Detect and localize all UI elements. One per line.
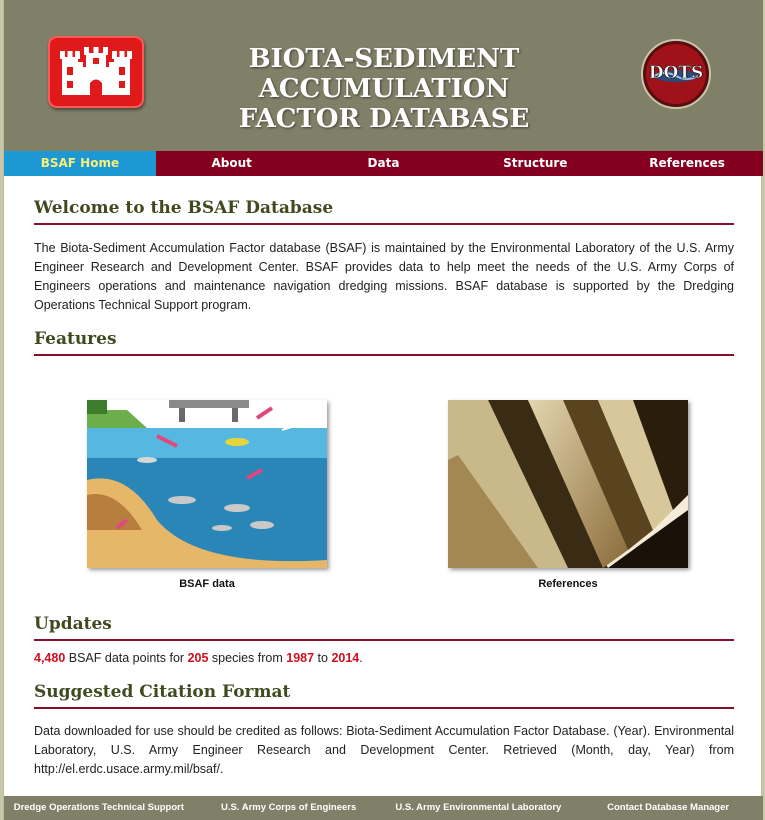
dots-emblem-icon bbox=[640, 38, 712, 110]
year-start: 1987 bbox=[286, 651, 315, 665]
citation-paragraph: Data downloaded for use should be credited as follows: Biota-Sediment Accumulation Factor Database. (Year). Environmental Laboratory, U.S. Army Engineer Research and Development Center. Retrieved (Month, day, Year) from http://el.erdc.usace.army.mil/bsaf/. bbox=[34, 724, 734, 776]
updates-text-1: BSAF data points for bbox=[65, 651, 188, 665]
footer-link-environmental-lab[interactable]: U.S. Army Environmental Laboratory bbox=[395, 802, 562, 813]
citation-heading: Suggested Citation Format bbox=[34, 682, 734, 709]
footer-link-contact-manager[interactable]: Contact Database Manager bbox=[607, 802, 730, 813]
dots-logo-text: DOTS bbox=[648, 63, 704, 83]
feature-bsaf-data-caption[interactable]: BSAF data bbox=[179, 578, 235, 590]
feature-references-caption[interactable]: References bbox=[538, 578, 598, 590]
page-frame bbox=[3, 0, 762, 820]
usace-castle-logo[interactable] bbox=[48, 36, 144, 108]
castle-icon bbox=[56, 43, 136, 101]
site-header bbox=[4, 0, 763, 151]
welcome-heading: Welcome to the BSAF Database bbox=[34, 198, 734, 225]
site-footer bbox=[4, 796, 763, 820]
updates-text-2: species from bbox=[208, 651, 287, 665]
welcome-paragraph: The Biota-Sediment Accumulation Factor database (BSAF) is maintained by the Environmental Laboratory of the U.S. Army Engineer Research and Development Center. BSAF provides data to help meet the needs of the U.S. Army Corps of Engineers operations and maintenance navigation dredging missions. BSAF database is supported by the Dredging Operations Technical Support program. bbox=[34, 241, 734, 312]
main-nav bbox=[4, 151, 763, 176]
features-heading: Features bbox=[34, 329, 734, 356]
dots-logo[interactable] bbox=[640, 38, 712, 110]
site-title bbox=[154, 44, 614, 134]
year-end: 2014 bbox=[331, 651, 360, 665]
nav-item-structure[interactable]: Structure bbox=[503, 156, 568, 170]
feature-bsaf-data[interactable] bbox=[87, 400, 327, 590]
footer-link-dots[interactable]: Dredge Operations Technical Support bbox=[13, 802, 185, 813]
updates-heading: Updates bbox=[34, 614, 734, 641]
site-title-line2: FACTOR DATABASE bbox=[238, 104, 530, 134]
feature-references[interactable] bbox=[448, 400, 688, 590]
site-title-line1: BIOTA-SEDIMENT ACCUMULATION bbox=[248, 44, 520, 104]
nav-item-data[interactable]: Data bbox=[367, 156, 400, 170]
footer-link-usace[interactable]: U.S. Army Corps of Engineers bbox=[220, 802, 357, 813]
updates-summary bbox=[34, 649, 734, 668]
nav-item-about[interactable]: About bbox=[211, 156, 252, 170]
references-books-image[interactable] bbox=[448, 400, 688, 568]
species-count: 205 bbox=[187, 651, 209, 665]
updates-text-4: . bbox=[359, 651, 363, 665]
bsaf-data-illustration[interactable] bbox=[87, 400, 327, 568]
data-points-count: 4,480 bbox=[34, 651, 66, 665]
nav-item-references[interactable]: References bbox=[649, 156, 725, 170]
updates-text-3: to bbox=[314, 651, 332, 665]
nav-item-bsaf-home[interactable]: BSAF Home bbox=[4, 151, 156, 176]
